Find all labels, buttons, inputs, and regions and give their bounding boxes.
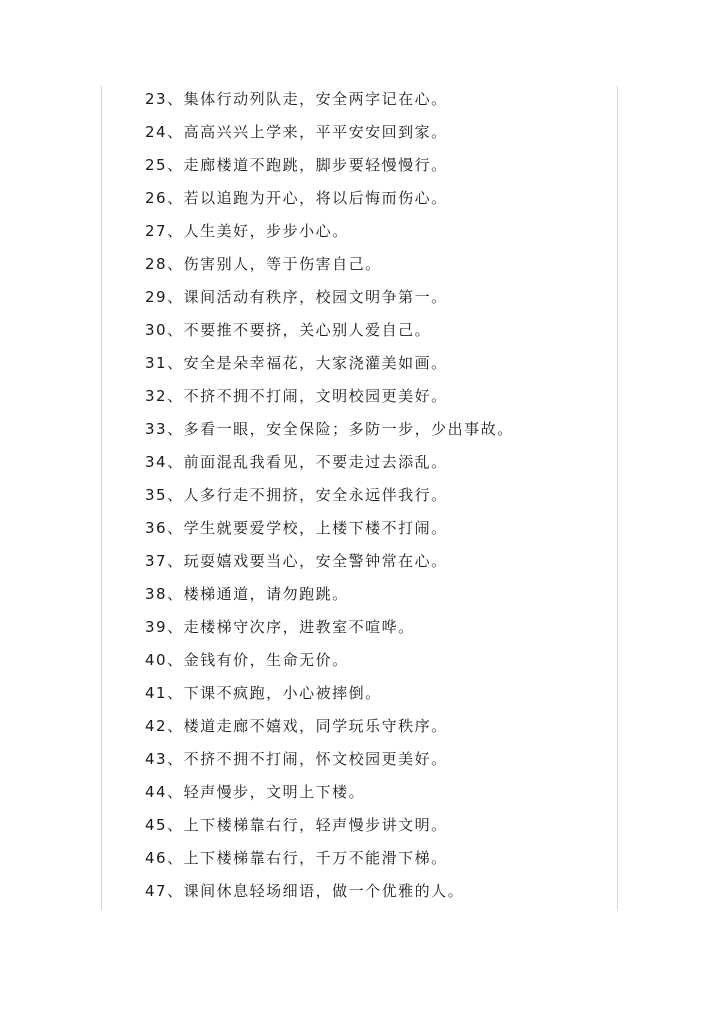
slogan-line: 23、集体行动列队走，安全两字记在心。 — [145, 90, 448, 108]
slogan-line: 27、人生美好，步步小心。 — [145, 222, 349, 240]
slogan-line: 36、学生就要爱学校，上楼下楼不打闹。 — [145, 519, 448, 537]
slogan-line: 34、前面混乱我看见，不要走过去添乱。 — [145, 453, 448, 471]
slogan-line: 46、上下楼梯靠右行，千万不能滑下梯。 — [145, 849, 448, 867]
slogan-line: 43、不挤不拥不打闹，怀文校园更美好。 — [145, 750, 448, 768]
slogan-line: 33、多看一眼，安全保险；多防一步，少出事故。 — [145, 420, 514, 438]
slogan-line: 30、不要推不要挤，关心别人爱自己。 — [145, 321, 432, 339]
slogan-line: 29、课间活动有秩序，校园文明争第一。 — [145, 288, 448, 306]
slogan-line: 28、伤害别人，等于伤害自己。 — [145, 255, 382, 273]
slogan-line: 42、楼道走廊不嬉戏，同学玩乐守秩序。 — [145, 717, 448, 735]
slogan-line: 25、走廊楼道不跑跳，脚步要轻慢慢行。 — [145, 156, 448, 174]
slogan-line: 38、楼梯通道，请勿跑跳。 — [145, 585, 349, 603]
left-margin-line — [101, 86, 102, 910]
slogan-line: 32、不挤不拥不打闹，文明校园更美好。 — [145, 387, 448, 405]
slogan-list — [145, 86, 615, 911]
slogan-line: 35、人多行走不拥挤，安全永远伴我行。 — [145, 486, 448, 504]
right-margin-line — [617, 86, 618, 910]
slogan-line: 41、下课不疯跑，小心被摔倒。 — [145, 684, 382, 702]
slogan-line: 44、轻声慢步，文明上下楼。 — [145, 783, 366, 801]
slogan-line: 40、金钱有价，生命无价。 — [145, 651, 349, 669]
slogan-line: 37、玩耍嬉戏要当心，安全警钟常在心。 — [145, 552, 448, 570]
slogan-line: 39、走楼梯守次序，进教室不喧哗。 — [145, 618, 415, 636]
slogan-line: 31、安全是朵幸福花，大家浇灌美如画。 — [145, 354, 448, 372]
slogan-line: 24、高高兴兴上学来，平平安安回到家。 — [145, 123, 448, 141]
slogan-line: 26、若以追跑为开心，将以后悔而伤心。 — [145, 189, 448, 207]
slogan-line: 47、课间休息轻场细语，做一个优雅的人。 — [145, 882, 465, 900]
slogan-line: 45、上下楼梯靠右行，轻声慢步讲文明。 — [145, 816, 448, 834]
